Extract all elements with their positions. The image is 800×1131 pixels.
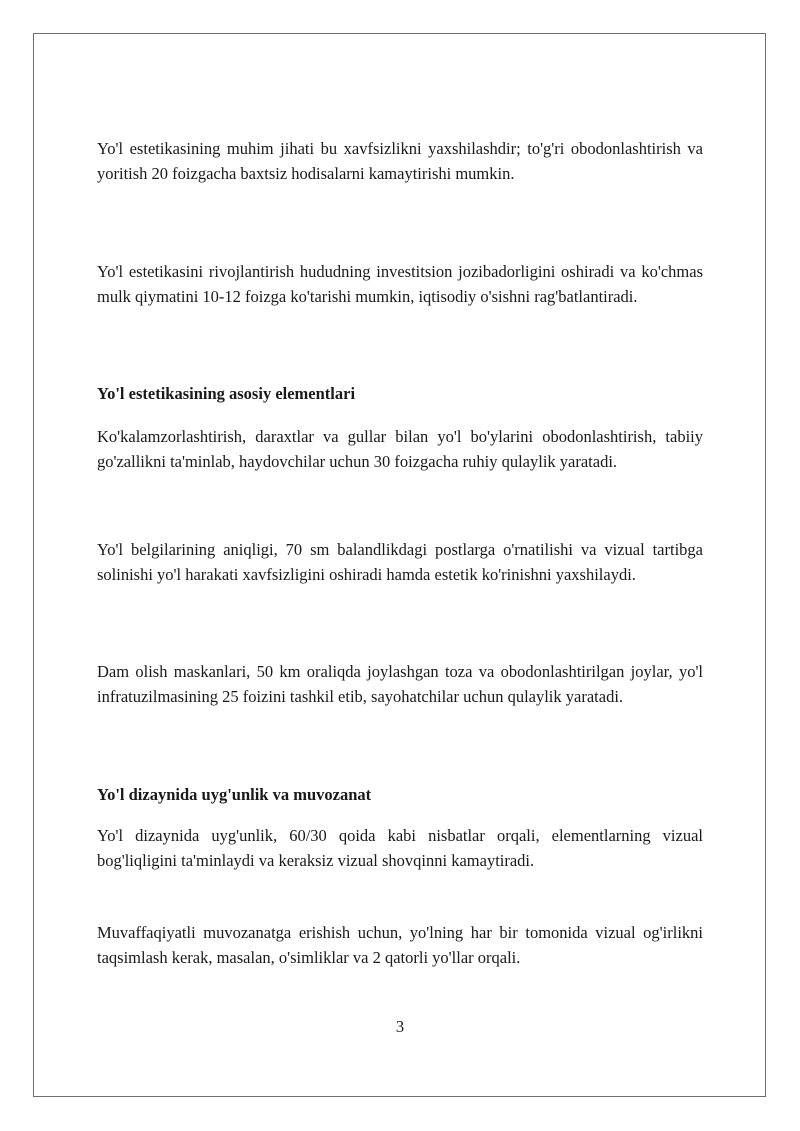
section-heading-elements: Yo'l estetikasining asosiy elementlari: [97, 384, 356, 403]
paragraph-harmony: Yo'l dizaynida uyg'unlik, 60/30 qoida kabi nisbatlar orqali, elementlarning vizual bog'liqligini ta'minlaydi va keraksiz vizual shovqinni kamaytiradi.: [97, 826, 703, 870]
page-number: 3: [395, 1017, 405, 1036]
section-heading-harmony: Yo'l dizaynida uyg'unlik va muvozanat: [97, 785, 372, 804]
paragraph-rest-areas: Dam olish maskanlari, 50 km oraliqda joylashgan toza va obodonlashtirilgan joylar, yo'l infratuzilmasining 25 foizini tashkil etib, sayohatchilar uchun qulaylik yaratadi.: [97, 662, 703, 706]
paragraph-road-signs: Yo'l belgilarining aniqligi, 70 sm balandlikdagi postlarga o'rnatilishi va vizual tartibga solinishi yo'l harakati xavfsizligini oshiradi hamda estetik ko'rinishni yaxshilaydi.: [97, 540, 703, 584]
paragraph-investment: Yo'l estetikasini rivojlantirish hududning investitsion jozibadorligini oshiradi va ko'chmas mulk qiymatini 10-12 foizga ko'tarishi mumkin, iqtisodiy o'sishni rag'batlantiradi.: [97, 262, 703, 306]
paragraph-safety: Yo'l estetikasining muhim jihati bu xavfsizlikni yaxshilashdir; to'g'ri obodonlashtirish va yoritish 20 foizgacha baxtsiz hodisalarni kamaytirishi mumkin.: [97, 139, 703, 183]
paragraph-balance: Muvaffaqiyatli muvozanatga erishish uchun, yo'lning har bir tomonida vizual og'irlikni taqsimlash kerak, masalan, o'simliklar va 2 qatorli yo'llar orqali.: [97, 923, 703, 967]
paragraph-greening: Ko'kalamzorlashtirish, daraxtlar va gullar bilan yo'l bo'ylarini obodonlashtirish, tabiiy go'zallikni ta'minlab, haydovchilar uchun 30 foizgacha ruhiy qulaylik yaratadi.: [97, 427, 703, 471]
